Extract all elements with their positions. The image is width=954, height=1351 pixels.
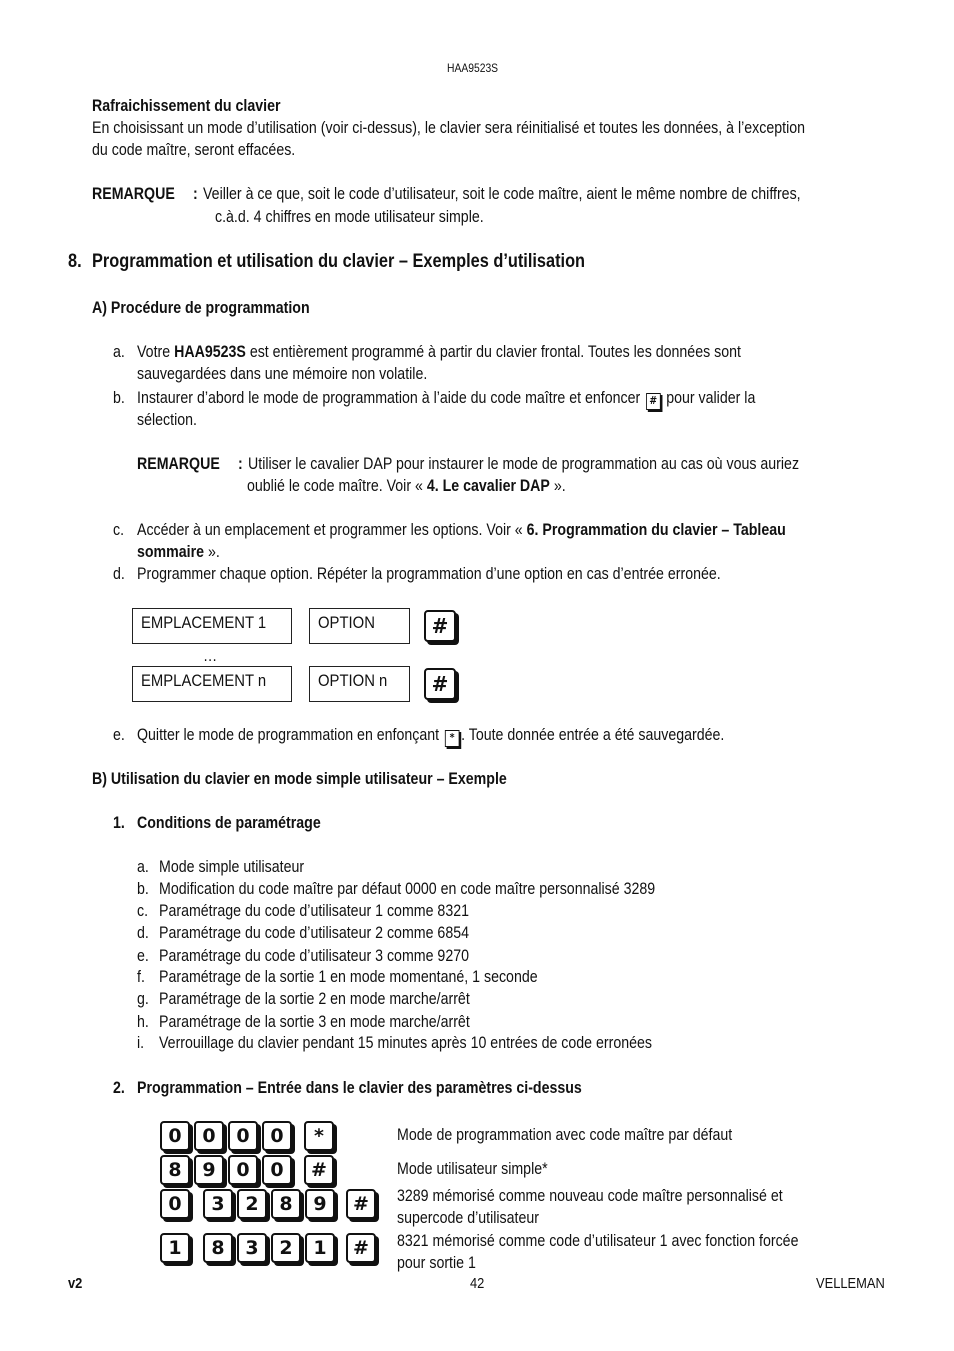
digit-key-icon: 3 — [237, 1233, 267, 1263]
item-b-line-2: sélection. — [137, 411, 197, 429]
item-a-line-1: Votre HAA9523S est entièrement programmé à partir du clavier frontal. Toutes les données sont — [137, 343, 741, 361]
condition-letter: g. — [137, 990, 149, 1008]
item-b-line-1: Instaurer d’abord le mode de programmation à l’aide du code maître et enfoncer # pour valider la — [137, 387, 755, 410]
item-d-letter: d. — [113, 565, 125, 583]
conditions-number: 1. — [113, 814, 125, 832]
remark-1-line-2: c.à.d. 4 chiffres en mode utilisateur simple. — [215, 208, 484, 226]
condition-text: Paramétrage du code d’utilisateur 3 comme 9270 — [159, 947, 470, 965]
digit-key-icon: 8 — [203, 1233, 233, 1263]
remark-1-label: REMARQUE — [92, 185, 175, 203]
digit-key-icon: 0 — [228, 1121, 258, 1151]
section-8-number: 8. — [68, 251, 82, 272]
item-d-text: Programmer chaque option. Répéter la programmation d’une option en cas d’entrée erronée. — [137, 565, 721, 583]
hash-key-icon: # — [346, 1189, 376, 1219]
item-a-line-2: sauvegardées dans une mémoire non volatile. — [137, 365, 428, 383]
diagram-ellipsis: … — [203, 647, 218, 665]
footer-page-number: 42 — [470, 1275, 485, 1292]
conditions-title: Conditions de paramétrage — [137, 814, 321, 832]
condition-text: Verrouillage du clavier pendant 15 minutes après 10 entrées de code erronées — [159, 1034, 653, 1052]
programming-description: Mode de programmation avec code maître par défaut — [397, 1126, 733, 1144]
item-c-letter: c. — [113, 521, 125, 539]
digit-key-icon: 0 — [262, 1121, 292, 1151]
remark-2-colon: : — [238, 455, 243, 473]
digit-key-icon: 0 — [228, 1155, 258, 1185]
remark-2-line-1: Utiliser le cavalier DAP pour instaurer le mode de programmation au cas où vous auriez — [248, 455, 800, 473]
hash-key-icon: # — [424, 668, 456, 700]
programming-number: 2. — [113, 1079, 125, 1097]
programming-description: 8321 mémorisé comme code d’utilisateur 1 avec fonction forcée — [397, 1232, 799, 1250]
hash-key-icon: # — [304, 1155, 334, 1185]
condition-text: Paramétrage du code d’utilisateur 2 comme 6854 — [159, 924, 470, 942]
programming-description-cont: supercode d’utilisateur — [397, 1209, 539, 1227]
remark-1-colon: : — [193, 185, 198, 203]
page-header-model: HAA9523S — [447, 61, 499, 75]
hash-key-icon: # — [346, 1233, 376, 1263]
refresh-title: Rafraichissement du clavier — [92, 97, 281, 115]
condition-letter: d. — [137, 924, 149, 942]
item-c-line-1: Accéder à un emplacement et programmer les options. Voir « 6. Programmation du clavier – Tableau — [137, 521, 786, 539]
condition-letter: i. — [137, 1034, 145, 1052]
location-n-box: EMPLACEMENT n — [132, 666, 292, 702]
condition-text: Paramétrage de la sortie 2 en mode marche/arrêt — [159, 990, 470, 1008]
condition-letter: f. — [137, 968, 145, 986]
digit-key-icon: 0 — [160, 1189, 190, 1219]
condition-text: Mode simple utilisateur — [159, 858, 305, 876]
location-1-box: EMPLACEMENT 1 — [132, 608, 292, 644]
digit-key-icon: 3 — [203, 1189, 233, 1219]
sub-a-title: A) Procédure de programmation — [92, 299, 310, 317]
refresh-line-1: En choisissant un mode d’utilisation (voir ci-dessus), le clavier sera réinitialisé et toutes les données, à l’exception — [92, 119, 806, 137]
star-key-icon: * — [304, 1121, 334, 1151]
option-box: OPTION — [309, 608, 410, 644]
programming-title: Programmation – Entrée dans le clavier des paramètres ci-dessus — [137, 1079, 582, 1097]
programming-description-cont: pour sortie 1 — [397, 1254, 476, 1272]
footer-brand: VELLEMAN — [816, 1275, 885, 1292]
programming-description: 3289 mémorisé comme nouveau code maître personnalisé et — [397, 1187, 783, 1205]
programming-description: Mode utilisateur simple* — [397, 1160, 548, 1178]
condition-letter: c. — [137, 902, 149, 920]
digit-key-icon: 9 — [305, 1189, 335, 1219]
remark-1-line-1: Veiller à ce que, soit le code d’utilisateur, soit le code maître, aient le même nombre de chiffres, — [203, 185, 801, 203]
digit-key-icon: 8 — [160, 1155, 190, 1185]
hash-key-icon: # — [424, 610, 456, 642]
hash-key-icon: # — [646, 393, 661, 410]
condition-text: Paramétrage du code d’utilisateur 1 comme 8321 — [159, 902, 470, 920]
section-8-title: Programmation et utilisation du clavier – Exemples d’utilisation — [92, 251, 586, 272]
option-n-box: OPTION n — [309, 666, 410, 702]
condition-text: Modification du code maître par défaut 0000 en code maître personnalisé 3289 — [159, 880, 656, 898]
condition-letter: a. — [137, 858, 149, 876]
digit-key-icon: 2 — [271, 1233, 301, 1263]
digit-key-icon: 0 — [262, 1155, 292, 1185]
condition-text: Paramétrage de la sortie 1 en mode momentané, 1 seconde — [159, 968, 538, 986]
item-b-letter: b. — [113, 389, 125, 407]
footer-version: v2 — [68, 1275, 83, 1292]
condition-letter: h. — [137, 1013, 149, 1031]
item-c-line-2: sommaire ». — [137, 543, 220, 561]
remark-2-label: REMARQUE — [137, 455, 220, 473]
condition-letter: b. — [137, 880, 149, 898]
refresh-line-2: du code maître, seront effacées. — [92, 141, 296, 159]
remark-2-line-2: oublié le code maître. Voir « 4. Le cavalier DAP ». — [247, 477, 566, 495]
digit-key-icon: 9 — [194, 1155, 224, 1185]
item-a-letter: a. — [113, 343, 125, 361]
item-e-text: Quitter le mode de programmation en enfonçant * . Toute donnée entrée a été sauvegardée. — [137, 724, 724, 747]
star-key-icon: * — [445, 730, 460, 747]
digit-key-icon: 1 — [160, 1233, 190, 1263]
digit-key-icon: 8 — [271, 1189, 301, 1219]
digit-key-icon: 0 — [160, 1121, 190, 1151]
sub-b-title: B) Utilisation du clavier en mode simple utilisateur – Exemple — [92, 770, 507, 788]
digit-key-icon: 0 — [194, 1121, 224, 1151]
digit-key-icon: 1 — [305, 1233, 335, 1263]
condition-letter: e. — [137, 947, 149, 965]
condition-text: Paramétrage de la sortie 3 en mode marche/arrêt — [159, 1013, 470, 1031]
digit-key-icon: 2 — [237, 1189, 267, 1219]
item-e-letter: e. — [113, 726, 125, 744]
